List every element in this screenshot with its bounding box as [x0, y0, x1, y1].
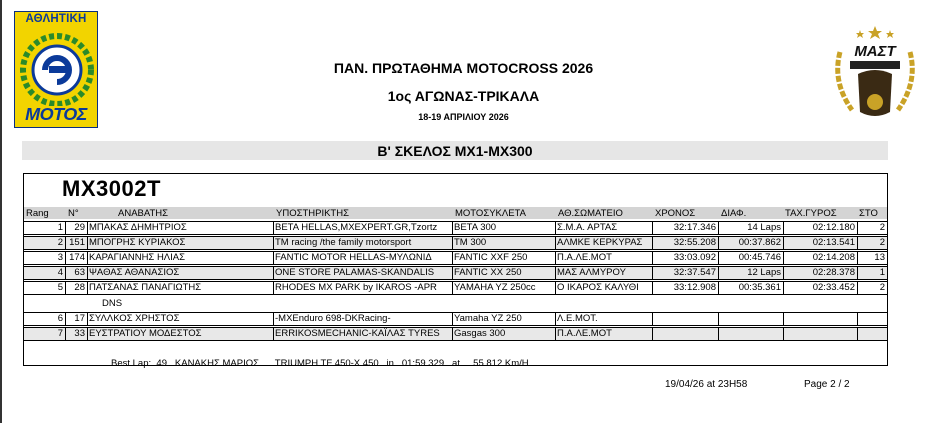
cell-rider: ΜΠΑΚΑΣ ΔΗΜΗΤΡΙΟΣ: [89, 222, 187, 233]
column-divider: [652, 327, 653, 341]
logo-bottom-text: ΜΟΤΟΣ: [25, 104, 87, 124]
col-diff-header: ΔΙΑΦ.: [721, 208, 747, 219]
column-divider: [857, 281, 858, 295]
page-number: Page 2 / 2: [804, 379, 850, 390]
print-timestamp: 19/04/26 at 23H58: [665, 379, 748, 390]
cell-no: 17: [74, 313, 85, 324]
cell-bike: FANTIC XXF 250: [454, 252, 528, 263]
cell-bike: Yamaha YZ 250: [454, 313, 522, 324]
column-divider: [65, 266, 66, 280]
column-divider: [452, 312, 453, 326]
column-divider: [718, 312, 719, 326]
event-dates: 18-19 ΑΠΡΙΛΙΟΥ 2026: [418, 112, 509, 122]
cell-rang: 7: [57, 328, 63, 339]
cell-diff: 14 Laps: [747, 222, 781, 233]
cell-best: [785, 312, 855, 325]
row-divider: [24, 234, 887, 235]
cell-time: 33:03.092: [673, 252, 716, 263]
cell-best: 02:14.208: [812, 252, 855, 263]
column-divider: [452, 236, 453, 250]
cell-no: 63: [74, 267, 85, 278]
column-divider: [65, 236, 66, 250]
cell-rang: 2: [57, 237, 63, 248]
cell-no: 33: [74, 328, 85, 339]
column-divider: [555, 281, 556, 295]
column-divider: [555, 266, 556, 280]
cell-sto: 2: [879, 282, 885, 293]
cell-time: 32:37.547: [673, 267, 716, 278]
cell-diff: [720, 312, 781, 325]
row-divider: [24, 294, 887, 295]
column-divider: [273, 266, 274, 280]
column-divider: [273, 327, 274, 341]
cell-diff: 00:45.746: [738, 252, 781, 263]
cell-rider: ΨΑΘΑΣ ΑΘΑΝΑΣΙΟΣ: [89, 267, 180, 278]
column-divider: [273, 251, 274, 265]
column-divider: [718, 327, 719, 341]
column-divider: [652, 236, 653, 250]
column-divider: [652, 281, 653, 295]
column-divider: [857, 312, 858, 326]
column-divider: [857, 221, 858, 235]
column-divider: [887, 236, 888, 250]
cell-time: 32:55.208: [673, 237, 716, 248]
col-rang-header: Rang: [26, 208, 49, 219]
cell-diff: 12 Laps: [747, 267, 781, 278]
col-number-header: N°: [68, 208, 79, 219]
cell-sponsor: ERRIKOSMECHANIC-ΚΑΪΛΑΣ TYRES: [275, 328, 440, 339]
column-divider: [65, 221, 66, 235]
cell-no: 29: [74, 222, 85, 233]
cell-club: ΑΛΜΚΕ ΚΕΡΚΥΡΑΣ: [557, 237, 643, 248]
column-divider: [783, 221, 784, 235]
cell-rang: 1: [57, 222, 63, 233]
column-divider: [87, 221, 88, 235]
col-sto-header: ΣΤΟ: [859, 208, 878, 219]
column-divider: [652, 312, 653, 326]
column-divider: [887, 251, 888, 265]
cell-diff: [720, 327, 781, 340]
cell-time: [654, 327, 716, 340]
column-divider: [718, 281, 719, 295]
row-divider: [24, 249, 887, 250]
cell-bike: YAMAHA YZ 250cc: [454, 282, 536, 293]
cell-best: 02:13.541: [812, 237, 855, 248]
cell-time: 32:17.346: [673, 222, 716, 233]
column-divider: [452, 251, 453, 265]
column-divider: [718, 236, 719, 250]
cell-club: ΜΑΣ ΑΛΜΥΡΟΥ: [557, 267, 626, 278]
session-title: Β' ΣΚΕΛΟΣ ΜΧ1-ΜΧ300: [22, 141, 888, 160]
column-divider: [783, 327, 784, 341]
cell-club: Ο ΙΚΑΡΟΣ ΚΑΛΥΘΙ: [557, 282, 639, 293]
column-divider: [452, 221, 453, 235]
cell-sponsor: RHODES MX PARK by IKAROS -APR: [275, 282, 437, 293]
best-lap-line: Best Lap: 49 ΚΑΝΑΚΗΣ ΜΑΡΙΟΣ TRIUMPH TF 450-X 450 in 01:59.329 at 55.812 Km/H: [111, 358, 529, 369]
column-divider: [555, 236, 556, 250]
column-divider: [857, 327, 858, 341]
row-divider: [24, 279, 887, 280]
cell-best: 02:33.452: [812, 282, 855, 293]
column-divider: [452, 327, 453, 341]
column-divider: [87, 236, 88, 250]
cell-rang: 3: [57, 252, 63, 263]
column-divider: [887, 327, 888, 341]
col-rider-header: ΑΝΑΒΑΤΗΣ: [118, 208, 169, 219]
column-divider: [783, 312, 784, 326]
column-divider: [65, 251, 66, 265]
cell-rider: ΚΑΡΑΓΙΑΝΝΗΣ ΗΛΙΑΣ: [89, 252, 185, 263]
cell-rang: 6: [57, 313, 63, 324]
cell-rider: ΣΥΛΛΚΟΣ ΧΡΗΣΤΟΣ: [89, 313, 180, 324]
cell-best: [785, 327, 855, 340]
cell-sponsor: ONE STORE PALAMAS-SKANDALIS: [275, 267, 435, 278]
logo-top-text: ΑΘΛΗΤΙΚΗ: [25, 13, 87, 25]
column-divider: [452, 281, 453, 295]
column-divider: [273, 221, 274, 235]
cell-diff: 00:37.862: [738, 237, 781, 248]
cell-rang: 4: [57, 267, 63, 278]
column-divider: [555, 251, 556, 265]
column-divider: [783, 251, 784, 265]
row-divider: [24, 340, 887, 341]
column-divider: [783, 281, 784, 295]
cell-no: 151: [69, 237, 85, 248]
column-divider: [783, 236, 784, 250]
col-bike-header: ΜΟΤΟΣΥΚΛΕΤΑ: [455, 208, 526, 219]
cell-bike: Gasgas 300: [454, 328, 506, 339]
column-divider: [555, 327, 556, 341]
column-divider: [652, 251, 653, 265]
row-divider: [24, 264, 887, 265]
column-divider: [65, 281, 66, 295]
column-divider: [87, 251, 88, 265]
column-divider: [887, 281, 888, 295]
cell-best: 02:12.180: [812, 222, 855, 233]
cell-sto: 2: [879, 222, 885, 233]
column-divider: [857, 236, 858, 250]
cell-bike: BETA 300: [454, 222, 497, 233]
column-divider: [273, 281, 274, 295]
cell-sponsor: -MXEnduro 698-DKRacing-: [275, 313, 391, 324]
column-divider: [452, 266, 453, 280]
class-name: MX3002T: [62, 176, 161, 201]
column-divider: [65, 327, 66, 341]
column-divider: [87, 312, 88, 326]
championship-title: ΠΑΝ. ΠΡΩΤΑΘΗΜΑ MOTOCROSS 2026: [333, 60, 594, 76]
column-divider: [887, 221, 888, 235]
column-divider: [887, 266, 888, 280]
col-best-lap-header: ΤΑΧ.ΓΥΡΟΣ: [785, 208, 837, 219]
col-club-header: ΑΘ.ΣΩΜΑΤΕΙΟ: [558, 208, 623, 219]
column-divider: [783, 266, 784, 280]
cell-sto: 1: [879, 267, 885, 278]
column-divider: [652, 266, 653, 280]
cell-no: 28: [74, 282, 85, 293]
column-divider: [718, 251, 719, 265]
column-divider: [718, 221, 719, 235]
column-divider: [273, 236, 274, 250]
cell-club: Π.Α.ΛΕ.ΜΟΤ: [557, 328, 612, 339]
cell-no: 174: [69, 252, 85, 263]
cell-bike: TM 300: [454, 237, 487, 248]
cell-rider: ΠΑΤΣΑΝΑΣ ΠΑΝΑΓΙΩΤΗΣ: [89, 282, 202, 293]
column-divider: [555, 312, 556, 326]
cell-time: 33:12.908: [673, 282, 716, 293]
column-divider: [718, 266, 719, 280]
cell-rider: ΜΠΟΓΡΗΣ ΚΥΡΙΑΚΟΣ: [89, 237, 186, 248]
cell-club: Π.Α.ΛΕ.ΜΟΤ: [557, 252, 612, 263]
cell-time: [654, 312, 716, 325]
cell-sponsor: FANTIC MOTOR HELLAS-ΜΥΛΩΝΙΔ: [275, 252, 432, 263]
cell-sponsor: BETA HELLAS,MXEXPERT.GR,Tzortz: [275, 222, 438, 233]
cell-bike: FANTIC XX 250: [454, 267, 522, 278]
dns-label: DNS: [102, 298, 123, 309]
cell-rang: 5: [57, 282, 63, 293]
column-divider: [87, 327, 88, 341]
column-divider: [87, 266, 88, 280]
event-title: 1ος ΑΓΩΝΑΣ-ΤΡΙΚΑΛΑ: [387, 88, 540, 104]
column-divider: [273, 312, 274, 326]
mast-logo-text: ΜΑΣΤ: [854, 43, 896, 60]
column-divider: [857, 251, 858, 265]
column-divider: [65, 312, 66, 326]
column-divider: [87, 281, 88, 295]
column-divider: [652, 221, 653, 235]
column-divider: [887, 312, 888, 326]
cell-sto: [859, 312, 885, 325]
cell-club: Σ.Μ.Α. ΑΡΤΑΣ: [557, 222, 618, 233]
column-divider: [857, 266, 858, 280]
cell-best: 02:28.378: [812, 267, 855, 278]
cell-rider: ΕΥΣΤΡΑΤΙΟΥ ΜΟΔΕΣΤΟΣ: [89, 328, 202, 339]
cell-club: Λ.Ε.ΜΟΤ.: [557, 313, 598, 324]
cell-diff: 00:35.361: [738, 282, 781, 293]
col-time-header: ΧΡΟΝΟΣ: [655, 208, 696, 219]
column-divider: [555, 221, 556, 235]
cell-sto: [859, 327, 885, 340]
col-sponsor-header: ΥΠΟΣΤΗΡΙΚΤΗΣ: [276, 208, 349, 219]
cell-sto: 13: [874, 252, 885, 263]
cell-sto: 2: [879, 237, 885, 248]
cell-sponsor: TM racing /the family motorsport: [275, 237, 412, 248]
row-divider: [24, 325, 887, 326]
